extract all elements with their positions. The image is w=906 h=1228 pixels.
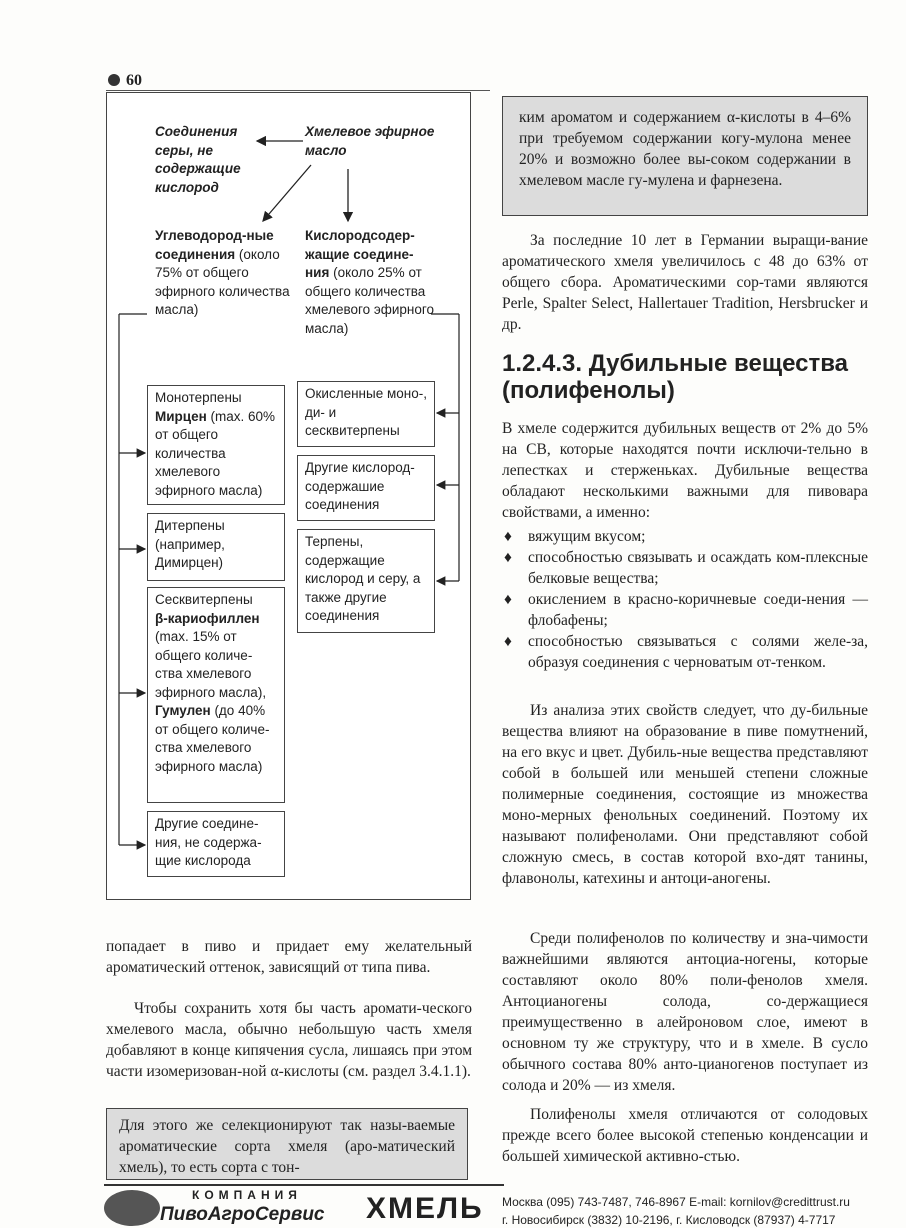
right-gray-box: ким ароматом и содержанием α-кислоты в 4–6% при требуемом содержании когу-мулона менее 20% и возможно более вы-соком содержании в хмелевом масле гу-мулена и фарнезена.: [502, 96, 868, 216]
section-heading-number: 1.2.4.3.: [502, 350, 583, 377]
diamond-bullet-icon: ♦: [504, 528, 512, 545]
company-logo-icon: [104, 1190, 160, 1226]
properties-list: [502, 526, 868, 673]
list-item: ♦ способностью связываться с солями желе-за, образуя соединения с черноватым от-тенком.: [504, 633, 868, 671]
page-number: 60: [108, 72, 142, 90]
list-item: ♦ способностью связывать и осаждать ком-плексные белковые вещества;: [504, 549, 868, 587]
right-paragraph-2: В хмеле содержится дубильных веществ от 2% до 5% на СВ, которые находятся почти исключи-тельно в лепестках и стерженьках. Дубильные вещества обладают несколькими важными для пивовара свойствами, а именно:: [502, 420, 868, 521]
list-item: ♦ окислением в красно-коричневые соеди-нения — флобафены;: [504, 591, 868, 629]
diamond-bullet-icon: ♦: [504, 633, 512, 650]
oxygenated-block: [305, 227, 435, 338]
company-small-label: КОМПАНИЯ: [192, 1188, 302, 1202]
hydrocarbons-block: [155, 227, 295, 320]
contact-info-2: г. Новосибирск (3832) 10-2196, г. Кисловодск (87937) 4-7717: [502, 1213, 836, 1227]
other-oxygen-box: Другие кислород-содержашие соединения: [297, 455, 435, 521]
contact-info: Москва (095) 743-7487, 746-8967 E-mail: kornilov@credittrust.ru: [502, 1195, 850, 1209]
diamond-bullet-icon: ♦: [504, 591, 512, 608]
right-paragraph-1: За последние 10 лет в Германии выращи-вание ароматического хмеля увеличилось с 48 до 63% от общего сбора. Ароматическими сор-тами являются Perle, Spalter Select, Hallertauer Tradition, Hersbrucker и др.: [502, 232, 868, 333]
monoterpenes-box: Монотерпены Мирцен (max. 60% от общего количества хмелевого эфирного масла): [147, 385, 285, 505]
page-marker-icon: [108, 74, 120, 86]
terpenes-sulfur-box: Терпены, содержащие кислород и серу, а также другие соединения: [297, 529, 435, 633]
hydrocarbons-text: (около 75% от общего эфирного количества масла): [155, 246, 290, 317]
right-paragraph-3: Из анализа этих свойств следует, что ду-бильные вещества влияют на образование в пиве помутнений, на его вкус и цвет. Дубиль-ные вещества представляют собой в большей или меньшей степени сложные полимерные соединения, состоящие из множества моно-мерных фенольных соединений. Поэтому их называют полифенолами. Они представляют собой сложную смесь, в состав которой вхо-дят танины, флавонолы, катехины и антоци-аногены.: [502, 702, 868, 887]
right-paragraph-5: Полифенолы хмеля отличаются от солодовых прежде всего более высокой степенью конденсации и большей химической активно-стью.: [502, 1106, 868, 1165]
oxidized-terpenes-box: Окисленные моно-, ди- и сесквитерпены: [297, 381, 435, 447]
header-rule: [106, 90, 490, 91]
section-heading-title: Дубильные вещества (полифенолы): [502, 350, 849, 404]
hop-oil-label: Хмелевое эфирное масло: [305, 124, 435, 158]
hop-oil-diagram: [106, 92, 471, 900]
left-paragraph-1: попадает в пиво и придает ему желательный ароматический оттенок, зависящий от типа пива.: [106, 938, 472, 976]
sulfur-compounds-label: Соединения серы, не содержащие кислород: [155, 124, 241, 195]
product-name: ХМЕЛЬ: [366, 1192, 484, 1225]
diamond-bullet-icon: ♦: [504, 549, 512, 566]
sesquiterpenes-box: Сесквитерпены β-кариофиллен (max. 15% от общего количе-ства хмелевого эфирного масла), Гумулен (до 40% от общего количе-ства хмелевого эфирного масла): [147, 587, 285, 803]
hydrocarbons-title: Углеводород-ные соединения: [155, 228, 274, 262]
right-paragraph-4: Среди полифенолов по количеству и зна-чимости важнейшими являются антоциа-ногены, которые составляют около 80% поли-фенолов хмеля. Антоцианогены солода, со-держащиеся преимущественно в алейроновом слое, имеют в основном ту же структуру, что и в хмеле. В сусло обычного состава 80% анто-цианогенов поступает из солода и 20% — из хмеля.: [502, 930, 868, 1094]
list-item: ♦ вяжущим вкусом;: [504, 528, 646, 545]
oxygenated-title: Кислородсодер-жащие соедине-ния: [305, 228, 415, 280]
left-paragraph-2: Чтобы сохранить хотя бы часть аромати-ческого хмелевого масла, обычно небольшую часть хмеля добавляют в конце кипячения сусла, лишаясь при этом части изомеризован-ной α-кислоты (см. раздел 3.4.1.1).: [106, 1000, 472, 1080]
diterpenes-box: Дитерпены (например, Димирцен): [147, 513, 285, 581]
footer-rule: [104, 1184, 504, 1186]
left-gray-box: Для этого же селекционируют так назы-ваемые ароматические сорта хмеля (аро-матический хмель), то есть сорта с тон-: [106, 1108, 468, 1180]
company-name: ПивоАгроСервис: [160, 1204, 325, 1225]
other-nonoxygen-box: Другие соедине-ния, не содержа-щие кислорода: [147, 811, 285, 877]
oxygenated-text: (около 25% от общего количества хмелевого эфирного масла): [305, 265, 435, 336]
section-heading: [502, 350, 872, 404]
